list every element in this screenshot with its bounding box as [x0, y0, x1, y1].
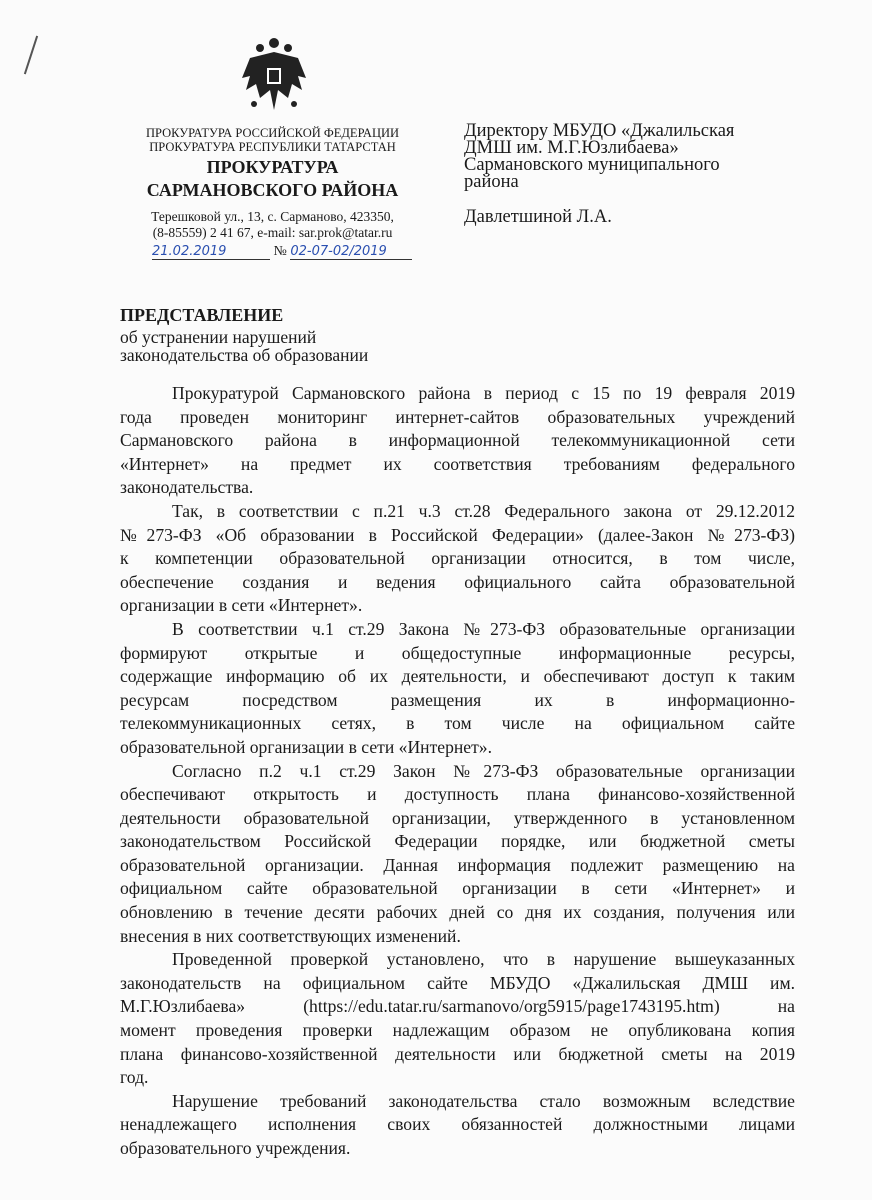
document-body	[120, 382, 795, 1161]
paragraph	[120, 500, 795, 618]
paragraph-line: ресурсам посредством размещения их в информационно-	[120, 689, 795, 710]
paragraph-line: образовательной организации в сети «Интернет».	[120, 736, 492, 757]
paragraph-line: обновлению в течение десяти рабочих дней со дня их создания, получения или	[120, 902, 795, 923]
paragraph-line: плана финансово-хозяйственной деятельности или бюджетной сметы на 2019	[120, 1043, 795, 1064]
paragraph-line: деятельности образовательной организации, утвержденного в установленном	[120, 807, 795, 828]
handwritten-number: 02-07-02/2019	[290, 244, 412, 260]
header-line-republic: ПРОКУРАТУРА РЕСПУБЛИКИ ТАТАРСТАН	[149, 140, 396, 154]
paragraph-line: обеспечивают открытость и доступность плана финансово-хозяйственной	[120, 784, 795, 805]
addressee-line: ДМШ им. М.Г.Юзлибаева»	[464, 138, 679, 158]
paragraph-line: формируют открытые и общедоступные информационные ресурсы,	[120, 642, 795, 663]
addressee-line: Директору МБУДО «Джалильская	[464, 121, 735, 141]
paragraph-line: телекоммуникационных сетях, в том числе на официальном сайте	[120, 713, 795, 734]
paragraph-line: Прокуратурой Сармановского района в период с 15 по 19 февраля 2019	[172, 383, 795, 403]
header-address: Терешковой ул., 13, с. Сарманово, 423350,	[151, 209, 394, 224]
paragraph	[120, 618, 795, 760]
paragraph-line: «Интернет» на предмет их соответствия требованиям федерального	[120, 453, 795, 474]
addressee-line: Сармановского муниципального	[464, 155, 720, 175]
paragraph-line: к компетенции образовательной организации относится, в том числе,	[120, 548, 795, 569]
paragraph-line: Так, в соответствии с п.21 ч.3 ст.28 Федерального закона от 29.12.2012	[172, 500, 795, 521]
subtitle-line: об устранении нарушений	[120, 327, 317, 347]
paragraph-line: официальном сайте образовательной организации в сети «Интернет» и	[120, 878, 795, 899]
paragraph	[120, 1090, 795, 1161]
document-title: ПРЕДСТАВЛЕНИЕ	[120, 305, 284, 325]
header-title-1: ПРОКУРАТУРА	[206, 157, 339, 177]
number-sign: №	[273, 244, 287, 259]
registration-line	[152, 244, 417, 264]
paragraph-line: внесения в них соответствующих изменений.	[120, 925, 461, 946]
paragraph-line: Согласно п.2 ч.1 ст.29 Закон №273-ФЗ образовательные организации	[172, 760, 795, 781]
paragraph	[120, 948, 795, 1090]
handwritten-date: 21.02.2019	[152, 244, 270, 260]
paragraph-line: Нарушение требований законодательства стало возможным вследствие	[172, 1090, 795, 1111]
header-contacts: (8-85559) 2 41 67, e-mail: sar.prok@tatar.ru	[152, 225, 393, 240]
subtitle-line: законодательства об образовании	[120, 345, 369, 365]
header-line-federation: ПРОКУРАТУРА РОССИЙСКОЙ ФЕДЕРАЦИИ	[145, 126, 400, 140]
paragraph	[120, 760, 795, 949]
paragraph-line: год.	[120, 1067, 149, 1088]
paragraph-line: года проведен мониторинг интернет-сайтов образовательных учреждений	[120, 406, 795, 427]
paragraph-line: законодательством Российской Федерации порядке, или бюджетной сметы	[120, 831, 795, 852]
paragraph-line: содержащие информацию об их деятельности, и обеспечивают доступ к таким	[120, 666, 795, 687]
paragraph-line: момент проведения проверки надлежащим образом не опубликована копия	[120, 1020, 795, 1041]
addressee-block	[464, 123, 734, 226]
paragraph-line: ненадлежащего исполнения своих обязанностей должностными лицами	[120, 1114, 795, 1135]
paragraph-line: образовательного учреждения.	[120, 1138, 351, 1158]
paragraph-line: М.Г.Юзлибаева» (https://edu.tatar.ru/sarmanovo/org5915/page1743195.htm) на	[120, 996, 795, 1017]
document-subtitle	[120, 328, 368, 364]
coat-of-arms-emblem	[240, 38, 308, 118]
paragraph-line: организации в сети «Интернет».	[120, 595, 363, 616]
header-title-2: САРМАНОВСКОГО РАЙОНА	[146, 180, 399, 200]
paragraph-line: №273-ФЗ «Об образовании в Российской Федерации» (далее-Закон №273-ФЗ)	[120, 524, 795, 545]
paragraph-line: Проведенной проверкой установлено, что в нарушение вышеуказанных	[172, 949, 795, 970]
paragraph-line: образовательной организации. Данная информация подлежит размещению на	[120, 854, 795, 875]
paragraph	[120, 382, 795, 500]
paragraph-line: Сармановского района в информационной телекоммуникационной сети	[120, 430, 795, 451]
addressee-line: района	[464, 172, 519, 192]
paragraph-line: обеспечение создания и ведения официального сайта образовательной	[120, 571, 795, 592]
pen-mark	[24, 36, 38, 75]
addressee-name: Давлетшиной Л.А.	[464, 207, 612, 227]
paragraph-line: В соответствии ч.1 ст.29 Закона №273-ФЗ образовательные организации	[172, 618, 795, 639]
paragraph-line: законодательств на официальном сайте МБУДО «Джалильская ДМШ им.	[120, 972, 795, 993]
paragraph-line: законодательства.	[120, 477, 254, 498]
